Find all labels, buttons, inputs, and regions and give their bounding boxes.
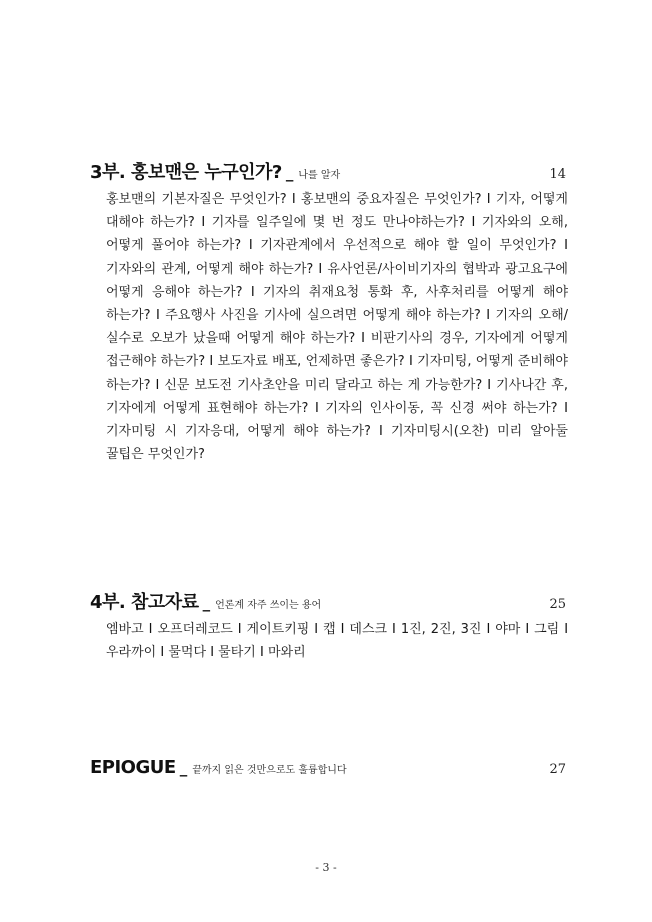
toc-item: 기자를 일주일에 몇 번 정도 만나야하는가?: [211, 215, 465, 231]
section-items: [90, 618, 568, 664]
toc-item: 1진, 2진, 3진: [400, 622, 482, 637]
section-header: [90, 757, 568, 778]
toc-item: 기자미팅시(오찬) 미리 알아둘 꿀팁은 무엇인가?: [106, 424, 568, 463]
toc-item: 기자미팅 시 기자응대, 어떻게 해야 하는가?: [106, 424, 371, 440]
item-separator: I: [486, 622, 491, 637]
toc-item: 기자의 인사이동, 꼭 신경 써야 하는가?: [325, 400, 558, 416]
section-title: 3부. 홍보맨은 누구인가?: [90, 162, 282, 183]
toc-item: 기사나간 후, 기자에게 어떻게 표현해야 하는가?: [106, 377, 568, 416]
section-page-number: 25: [549, 597, 566, 612]
toc-item: 데스크: [349, 622, 388, 637]
toc-item: 기자, 어떻게 대해야 하는가?: [106, 192, 568, 231]
section-items: [90, 188, 568, 466]
section-title: 4부. 참고자료: [90, 592, 199, 613]
toc-item: 게이트키핑: [246, 622, 310, 637]
page-footer-number: - 3 -: [315, 861, 337, 874]
item-separator: I: [210, 645, 215, 661]
section-subtitle: 끝까지 읽은 것만으로도 훌륭합니다: [192, 765, 347, 776]
toc-item: 엠바고: [106, 622, 144, 637]
item-separator: I: [201, 215, 206, 231]
item-separator: I: [471, 215, 476, 231]
item-separator: I: [564, 400, 568, 416]
item-separator: I: [379, 424, 383, 440]
section-subtitle: 언론계 자주 쓰이는 용어: [215, 600, 322, 611]
item-separator: I: [361, 331, 365, 347]
item-separator: I: [155, 377, 160, 393]
toc-item: 비판기사의 경우, 기자에게 어떻게 접근해야 하는가?: [106, 331, 568, 370]
toc-item: 기자의 취재요청 통화 후, 사후처리를 어떻게 해야 하는가?: [106, 284, 568, 324]
item-separator: I: [486, 308, 491, 324]
section-page-number: 14: [549, 167, 566, 182]
item-separator: I: [237, 622, 242, 637]
item-separator: I: [564, 622, 569, 637]
item-separator: I: [392, 622, 396, 637]
item-separator: I: [250, 284, 255, 300]
toc-item: 물타기: [218, 645, 256, 661]
item-separator: I: [260, 645, 264, 661]
toc-item: 오프더레코드: [157, 622, 233, 637]
item-separator: I: [314, 400, 319, 416]
toc-item: 홍보맨의 중요자질은 무엇인가?: [300, 192, 482, 207]
section-part3: [90, 158, 568, 466]
title-dash: _: [285, 164, 294, 182]
item-separator: I: [487, 377, 492, 393]
item-separator: I: [409, 354, 413, 370]
toc-item: 유사언론/사이비기자의 협박과 광고요구에 어떻게 응해야 하는가?: [106, 261, 568, 300]
toc-item: 마와리: [267, 645, 306, 661]
item-separator: I: [486, 192, 491, 207]
section-header: [90, 158, 568, 184]
toc-item: 주요행사 사진을 기사에 실으려면 어떻게 해야 하는가?: [165, 308, 481, 324]
section-subtitle: 나를 알자: [298, 170, 341, 181]
toc-item: 홍보맨의 기본자질은 무엇인가?: [106, 192, 287, 207]
toc-item: 야마: [495, 622, 521, 637]
item-separator: I: [525, 622, 530, 637]
title-dash: _: [202, 594, 211, 612]
item-separator: I: [564, 238, 569, 254]
section-epilogue: [90, 757, 568, 778]
title-dash: _: [179, 759, 188, 777]
item-separator: I: [291, 192, 296, 207]
toc-item: 우라까이: [106, 645, 157, 661]
toc-item: 보도자료 배포, 언제하면 좋은가?: [217, 354, 405, 370]
toc-item: 캡: [323, 622, 336, 637]
section-title: EPIOGUE: [90, 757, 176, 778]
item-separator: I: [148, 622, 153, 637]
toc-item: 기자와의 관계, 어떻게 해야 하는가?: [106, 261, 314, 277]
section-part4: [90, 588, 568, 664]
toc-item: 기자미팅, 어떻게 준비해야 하는가?: [106, 354, 568, 393]
toc-item: 그림: [534, 622, 560, 637]
toc-item: 물먹다: [168, 645, 207, 661]
item-separator: I: [314, 622, 319, 637]
toc-item: 기자의 오해/실수로 오보가 났을때 어떻게 해야 하는가?: [106, 308, 569, 347]
item-separator: I: [155, 308, 160, 324]
toc-item: 기자관계에서 우선적으로 해야 할 일이 무엇인가?: [260, 238, 557, 254]
section-header: [90, 588, 568, 614]
toc-item: 기자와의 오해, 어떻게 풀어야 하는가?: [106, 215, 568, 254]
section-page-number: 27: [549, 762, 566, 777]
item-separator: I: [248, 238, 253, 254]
toc-item: 신문 보도전 기사초안을 미리 달라고 하는 게 가능한가?: [164, 377, 483, 393]
item-separator: I: [318, 261, 323, 277]
item-separator: I: [160, 645, 165, 661]
item-separator: I: [209, 354, 214, 370]
item-separator: I: [340, 622, 345, 637]
